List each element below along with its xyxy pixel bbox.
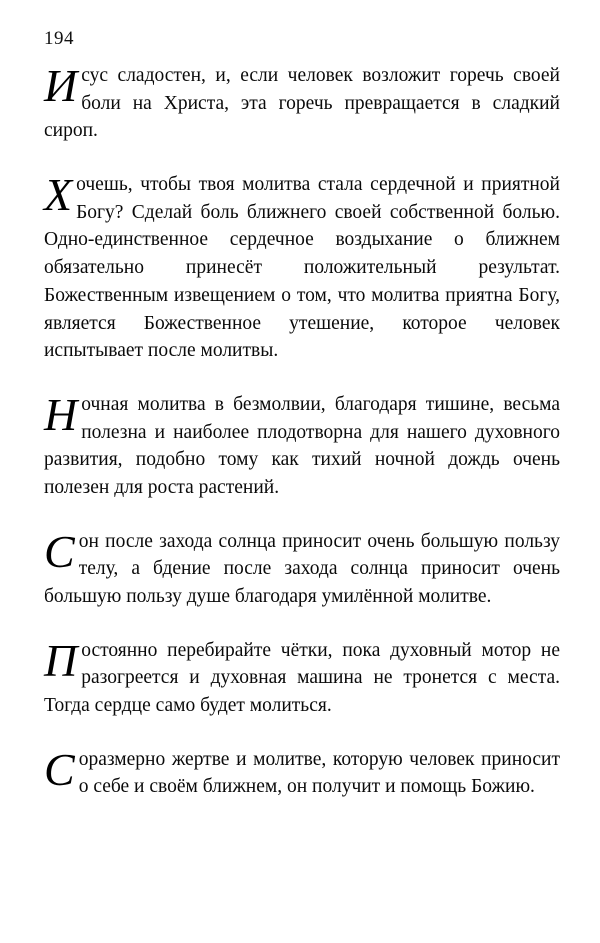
page-number: 194 [44,28,74,49]
drop-cap: П [44,634,78,686]
drop-cap: С [44,743,75,795]
drop-cap: Х [44,169,73,221]
paragraph-text: очная молитва в безмолвии, благодаря тишине, весьма полезна и наиболее плодотворна для нашего духовного развития, подобно тому как тихий ночной дождь очень полезен для роста растений. [44,393,560,498]
drop-cap: И [44,60,78,111]
paragraph-text: сус сладостен, и, если человек возложит горечь своей боли на Христа, эта горечь превращается в сладкий сироп. [44,65,560,142]
page-body [44,62,560,827]
paragraph [44,634,560,720]
paragraph [44,743,560,801]
paragraph-text: остоянно перебирайте чётки, пока духовный мотор не разогреется и духовная машина не тронется с места. Тогда сердце само будет молиться. [44,639,560,717]
drop-cap: С [44,525,75,577]
paragraph [44,171,560,365]
drop-cap: Н [44,388,78,440]
paragraph [44,525,560,611]
paragraph [44,388,560,502]
paragraph-text: оразмерно жертве и молитве, которую человек приносит о себе и своём ближнем, он получит и помощь Божию. [78,748,560,798]
paragraph-text: он после захода солнца приносит очень большую пользу телу, а бдение после захода солнца приносит очень большую пользу душе благодаря умилённой молитве. [44,530,560,607]
paragraph-text: очешь, чтобы твоя молитва стала сердечной и приятной Богу? Сделай боль ближнего своей собственной болью. Одно-единственное сердечное воздыхание о ближнем обязательно принесёт положительный результат. Божественным извещением о том, что молитва приятна Богу, является Божественное утешение, которое человек испытывает после молитвы. [44,174,560,362]
paragraph [44,62,560,145]
